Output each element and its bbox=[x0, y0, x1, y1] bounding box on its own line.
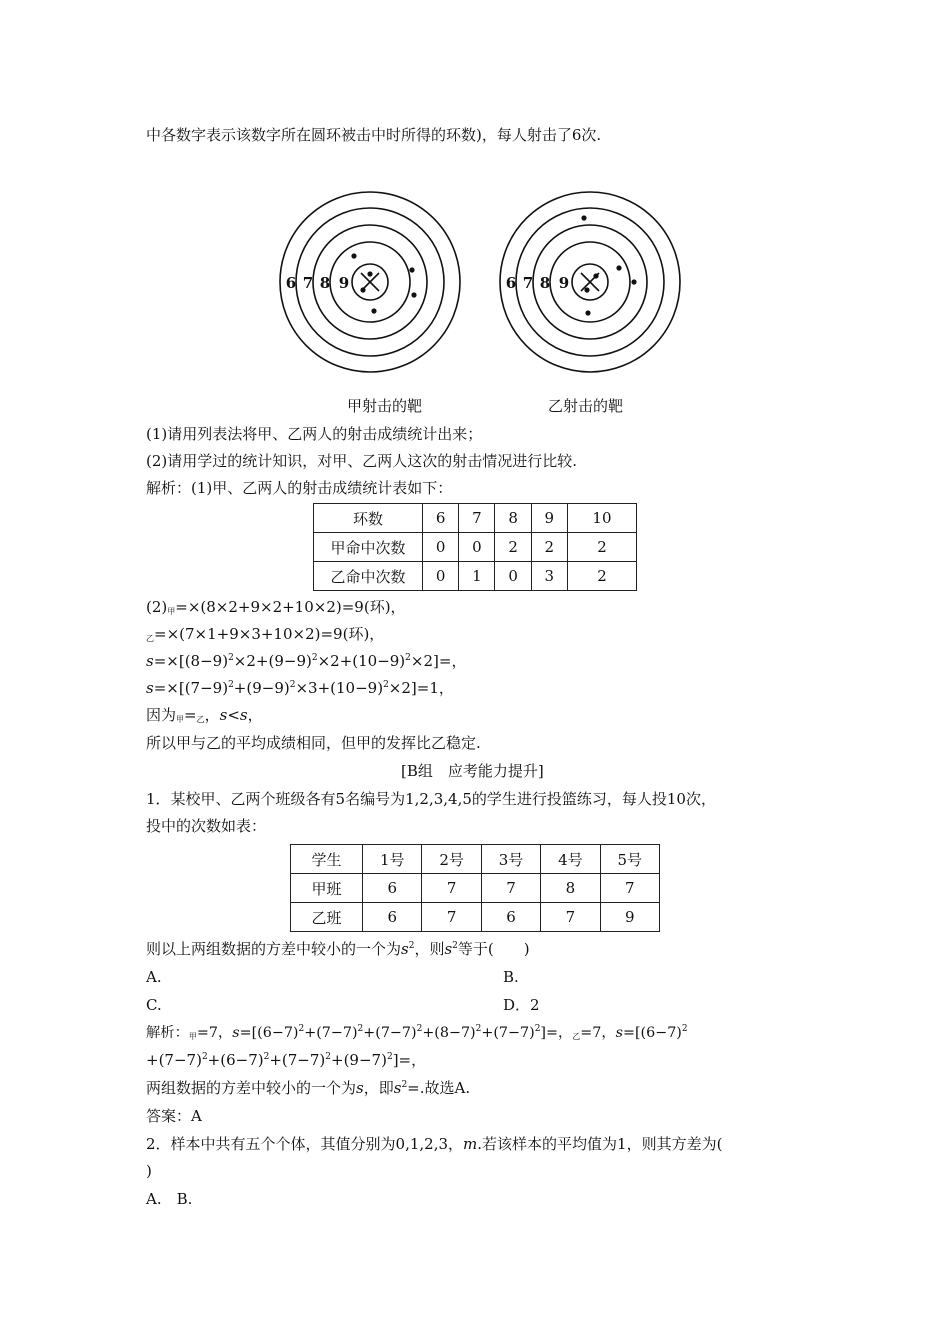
basketball-table bbox=[290, 844, 660, 932]
shot-dot bbox=[367, 271, 372, 276]
table-cell: 2 bbox=[567, 533, 636, 562]
ring-label: 8 bbox=[539, 274, 551, 292]
table-header: 6 bbox=[423, 504, 459, 533]
shot-dot bbox=[593, 273, 598, 278]
table-header: 5号 bbox=[600, 845, 659, 874]
problem-1-line-1: 1．某校甲、乙两个班级各有5名编号为1,2,3,4,5的学生进行投篮练习，每人投10次， bbox=[146, 790, 716, 808]
table-cell: 乙命中次数 bbox=[314, 562, 423, 591]
table-header: 环数 bbox=[314, 504, 423, 533]
table-cell: 乙班 bbox=[291, 903, 363, 932]
table-cell: 1 bbox=[459, 562, 495, 591]
ring-label: 6 bbox=[505, 274, 517, 292]
ring-label: 7 bbox=[302, 274, 314, 292]
score-table bbox=[313, 503, 637, 591]
table-header: 10 bbox=[567, 504, 636, 533]
problem-2-options: A. B. bbox=[146, 1190, 193, 1208]
shot-dot bbox=[411, 292, 416, 297]
table-header: 9 bbox=[531, 504, 567, 533]
ring-label: 7 bbox=[522, 274, 534, 292]
table-cell: 3 bbox=[531, 562, 567, 591]
problem-1-answer: 答案：A bbox=[146, 1107, 202, 1125]
ring-label: 6 bbox=[285, 274, 297, 292]
table-cell: 7 bbox=[422, 903, 481, 932]
mean-yi-line: $_乙$=×(7×1+9×3+10×2)=9(环)， bbox=[146, 625, 385, 643]
shot-dot bbox=[371, 308, 376, 313]
shots-jia bbox=[351, 253, 416, 313]
variance-jia-line: $s=\times[(8-9)^2\times 2+(9-9)^2\times 2+(10-9)^2\times 2]=$， bbox=[146, 652, 467, 670]
table-cell: 甲班 bbox=[291, 874, 363, 903]
table-cell: 8 bbox=[541, 874, 600, 903]
mean-jia-line: $(2)_甲=\times(8\times 2+9\times 2+10\times 2)=9$(环)， bbox=[146, 598, 406, 616]
problem-1-analysis-line-3: 两组数据的方差中较小的一个为s，即$s^2=$.故选A. bbox=[146, 1079, 471, 1097]
table-cell: 6 bbox=[363, 874, 422, 903]
shot-dot bbox=[409, 267, 414, 272]
option-d: D．2 bbox=[503, 996, 540, 1014]
problem-1-question: 则以上两组数据的方差中较小的一个为$s^2$，则$s^2$等于( ) bbox=[146, 940, 530, 958]
table-row bbox=[314, 562, 637, 591]
shot-dot bbox=[581, 215, 586, 220]
table-header: 3号 bbox=[481, 845, 540, 874]
table-cell: 0 bbox=[459, 533, 495, 562]
table-cell: 2 bbox=[495, 533, 531, 562]
table-header: 4号 bbox=[541, 845, 600, 874]
problem-1-analysis-line-1: 解析：$_甲$=7，$s=[(6-7)^2+(7-7)^2+(7-7)^2+(8-7)^2+(7-7)^2]=$，$_乙$=7，$s=[(6-7)^2$ bbox=[146, 1024, 688, 1041]
option-b: B. bbox=[503, 968, 519, 986]
variance-yi-line: $s=\times[(7-9)^2+(9-9)^2\times 3+(10-9)^2\times 2]=1$， bbox=[146, 679, 454, 697]
group-b-title: [B组 应考能力提升] bbox=[401, 762, 544, 780]
table-cell: 7 bbox=[541, 903, 600, 932]
question-1: (1)请用列表法将甲、乙两人的射击成绩统计出来； bbox=[146, 425, 483, 443]
table-row bbox=[291, 903, 660, 932]
targets-svg bbox=[270, 190, 690, 430]
option-a: A. bbox=[146, 968, 162, 986]
table-cell: 6 bbox=[363, 903, 422, 932]
because-line: 因为$_甲=_乙$，s<s， bbox=[146, 706, 263, 724]
table-cell: 0 bbox=[423, 533, 459, 562]
option-c: C. bbox=[146, 996, 162, 1014]
ring-label: 9 bbox=[338, 274, 350, 292]
table-header: 8 bbox=[495, 504, 531, 533]
caption-yi: 乙射击的靶 bbox=[548, 397, 624, 415]
analysis-intro: 解析：(1)甲、乙两人的射击成绩统计表如下： bbox=[146, 479, 453, 497]
intro-line: 中各数字表示该数字所在圆环被击中时所得的环数)，每人射击了6次. bbox=[146, 126, 602, 144]
problem-2-line-2: ) bbox=[146, 1162, 152, 1180]
problem-1-line-2: 投中的次数如表： bbox=[146, 817, 267, 835]
table-header: 2号 bbox=[422, 845, 481, 874]
problem-2-line-1: 2．样本中共有五个个体，其值分别为0,1,2,3，m.若该样本的平均值为1，则其方差为( bbox=[146, 1135, 723, 1153]
caption-jia: 甲射击的靶 bbox=[347, 397, 423, 415]
table-cell: 2 bbox=[531, 533, 567, 562]
shot-dot bbox=[351, 253, 356, 258]
ring-label: 8 bbox=[319, 274, 331, 292]
table-cell: 7 bbox=[422, 874, 481, 903]
table-cell: 2 bbox=[567, 562, 636, 591]
shot-dot bbox=[360, 287, 365, 292]
conclusion-line: 所以甲与乙的平均成绩相同，但甲的发挥比乙稳定. bbox=[146, 734, 481, 752]
shot-dot bbox=[584, 287, 589, 292]
table-header: 学生 bbox=[291, 845, 363, 874]
table-row bbox=[291, 874, 660, 903]
shot-dot bbox=[631, 279, 636, 284]
question-2: (2)请用学过的统计知识，对甲、乙两人这次的射击情况进行比较. bbox=[146, 452, 578, 470]
ring-label: 9 bbox=[558, 274, 570, 292]
table-cell: 7 bbox=[600, 874, 659, 903]
problem-1-analysis-line-2: $+(7-7)^2+(6-7)^2+(7-7)^2+(9-7)^2]=$， bbox=[146, 1051, 427, 1069]
shot-dot bbox=[585, 310, 590, 315]
table-cell: 0 bbox=[423, 562, 459, 591]
table-cell: 0 bbox=[495, 562, 531, 591]
table-cell: 7 bbox=[481, 874, 540, 903]
table-row bbox=[314, 533, 637, 562]
table-cell: 6 bbox=[481, 903, 540, 932]
shot-dot bbox=[616, 265, 621, 270]
table-cell: 9 bbox=[600, 903, 659, 932]
table-cell: 甲命中次数 bbox=[314, 533, 423, 562]
table-row bbox=[291, 845, 660, 874]
table-row bbox=[314, 504, 637, 533]
table-header: 1号 bbox=[363, 845, 422, 874]
targets-figure bbox=[270, 190, 690, 434]
table-header: 7 bbox=[459, 504, 495, 533]
